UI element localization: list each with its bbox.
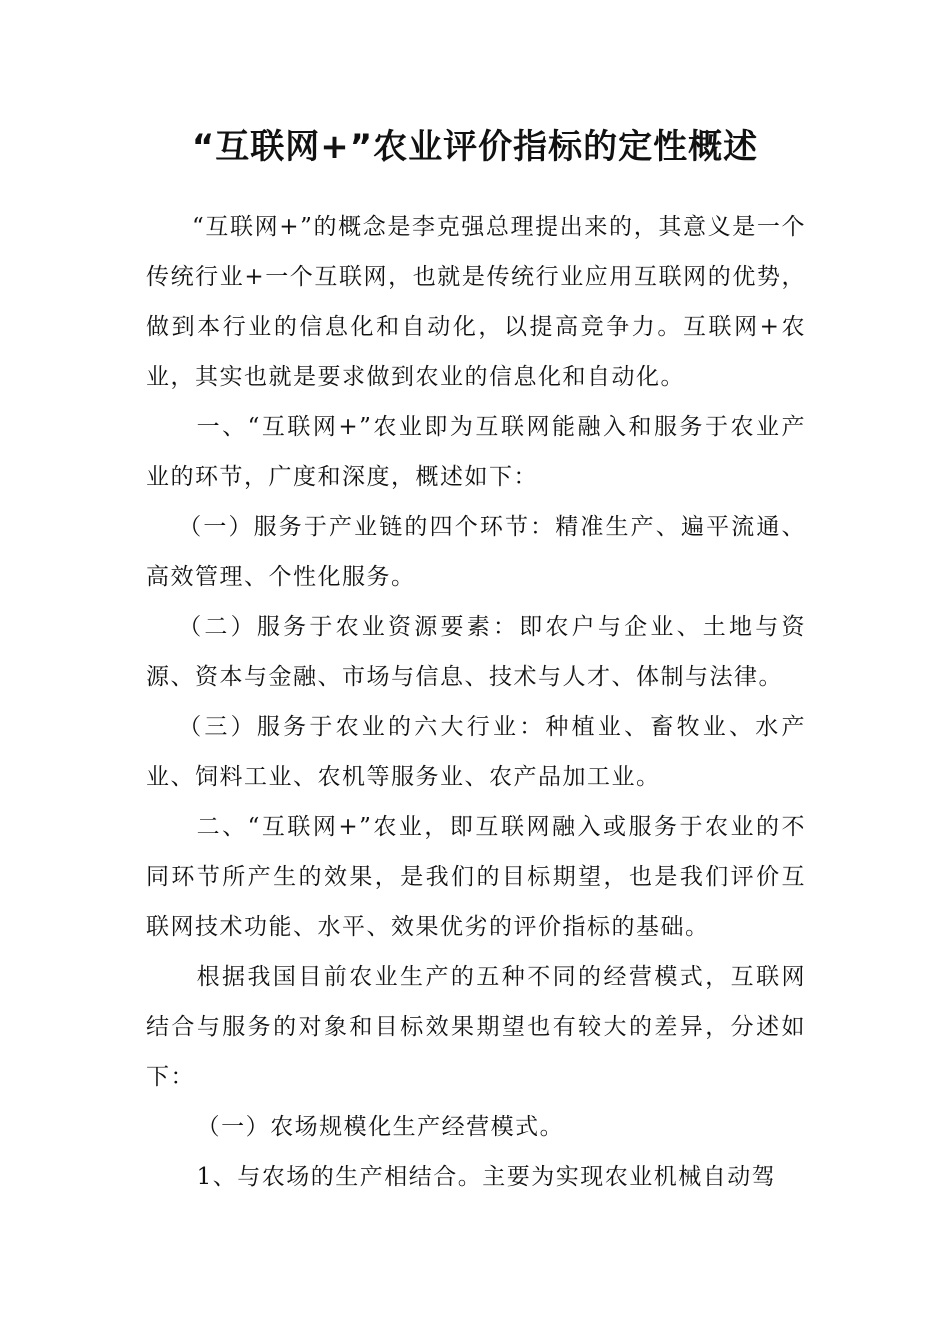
paragraph-section-one: 一、“互联网+”农业即为互联网能融入和服务于农业产业的环节，广度和深度，概述如下：: [146, 414, 806, 490]
document-body: [146, 202, 806, 1202]
paragraph-section-two: 二、“互联网+”农业，即互联网融入或服务于农业的不同环节所产生的效果，是我们的目标期望，也是我们评价互联网技术功能、水平、效果优劣的评价指标的基础。: [146, 814, 806, 940]
paragraph-item-1-1: （一）服务于产业链的四个环节：精准生产、遍平流通、高效管理、个性化服务。: [146, 514, 806, 590]
paragraph-item-1-2: （二）服务于农业资源要素：即农户与企业、土地与资源、资本与金融、市场与信息、技术与人才、体制与法律。: [146, 614, 806, 690]
paragraph-item-2-1: （一）农场规模化生产经营模式。: [196, 1114, 565, 1140]
paragraph-point-1: 1、与农场的生产相结合。主要为实现农业机械自动驾: [196, 1164, 777, 1190]
document-title: “互联网+”农业评价指标的定性概述: [191, 127, 759, 167]
paragraph-item-1-3: （三）服务于农业的六大行业：种植业、畜牧业、水产业、饲料工业、农机等服务业、农产品加工业。: [146, 714, 806, 790]
paragraph-intro: “互联网+”的概念是李克强总理提出来的，其意义是一个传统行业+一个互联网，也就是传统行业应用互联网的优势，做到本行业的信息化和自动化，以提高竞争力。互联网+农业，其实也就是要求做到农业的信息化和自动化。: [146, 214, 806, 390]
paragraph-modes: 根据我国目前农业生产的五种不同的经营模式，互联网结合与服务的对象和目标效果期望也有较大的差异，分述如下：: [146, 964, 806, 1090]
